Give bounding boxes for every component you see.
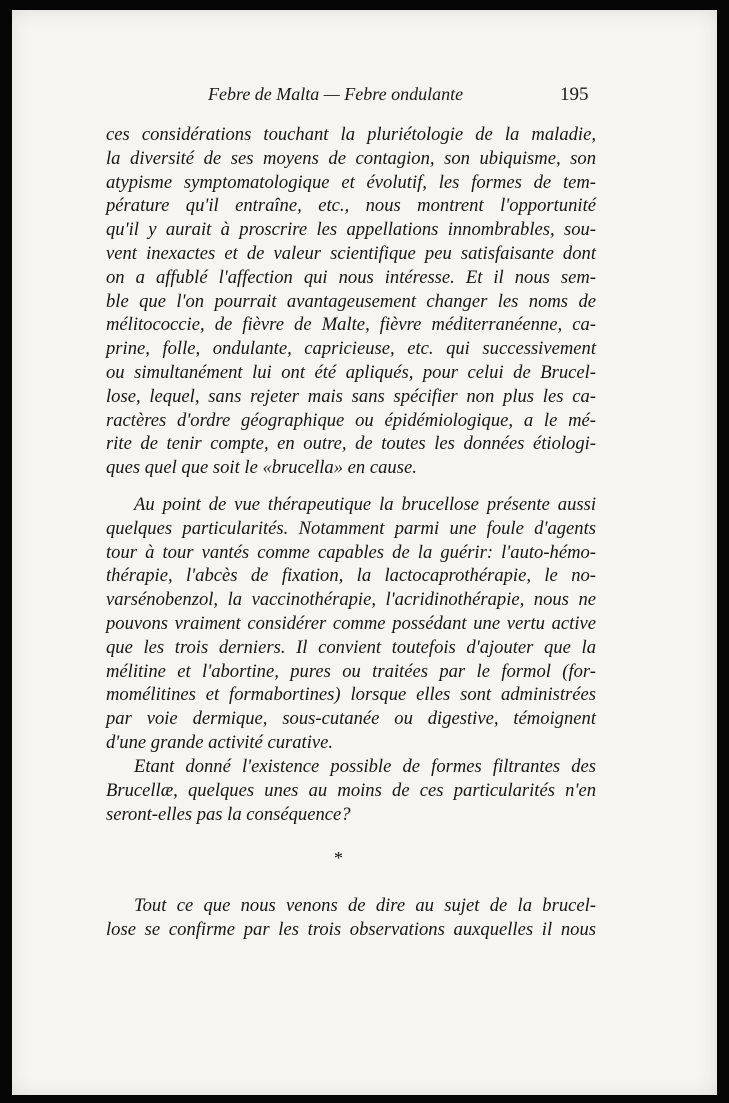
paragraph-1 bbox=[106, 123, 596, 480]
text-line: que les trois derniers. Il convient toutefois d'ajouter que la bbox=[106, 636, 596, 658]
text-line: ces considérations touchant la pluriétologie de la maladie, bbox=[106, 124, 596, 145]
text-line: on a affublé l'affection qui nous intéresse. Et il nous sem- bbox=[106, 266, 596, 288]
section-asterism: * bbox=[334, 848, 343, 868]
text-line: Brucellæ, quelques unes au moins de ces particularités n'en bbox=[106, 779, 596, 801]
running-title: Febre de Malta — Febre ondulante bbox=[208, 84, 464, 104]
paragraph-2 bbox=[106, 493, 596, 755]
text-line: mélitococcie, de fièvre de Malte, fièvre méditerranéenne, ca- bbox=[106, 314, 596, 336]
text-line: varsénobenzol, la vaccinothérapie, l'acridinothérapie, nous ne bbox=[106, 589, 596, 611]
text-line: pérature qu'il entraîne, etc., nous montrent l'opportunité bbox=[106, 195, 596, 217]
text-line: prine, folle, ondulante, capricieuse, etc. qui successivement bbox=[106, 338, 596, 360]
text-line: la diversité de ses moyens de contagion, son ubiquisme, son bbox=[106, 147, 596, 169]
text-line: seront-elles pas la conséquence? bbox=[106, 803, 351, 825]
text-line: rite de tenir compte, en outre, de toutes les données étiologi- bbox=[106, 433, 596, 455]
text-line: lose, lequel, sans rejeter mais sans spécifier non plus les ca- bbox=[106, 385, 596, 407]
text-line: quelques particularités. Notamment parmi une foule d'agents bbox=[106, 517, 596, 539]
text-line: thérapie, l'abcès de fixation, la lactocaprothérapie, le no- bbox=[106, 565, 596, 587]
text-line: ble que l'on pourrait avantageusement changer les noms de bbox=[106, 290, 596, 312]
paragraph-4 bbox=[106, 894, 596, 942]
text-line: Au point de vue thérapeutique la brucellose présente aussi bbox=[134, 494, 596, 515]
text-line: atypisme symptomatologique et évolutif, les formes de tem- bbox=[106, 171, 596, 193]
text-line: momélitines et formabortines) lorsque elles sont administrées bbox=[106, 684, 596, 706]
text-line: d'une grande activité curative. bbox=[106, 731, 334, 753]
text-line: qu'il y aurait à proscrire les appellations innombrables, sou- bbox=[106, 219, 596, 241]
book-page bbox=[12, 10, 717, 1095]
text-line: tour à tour vantés comme capables de la guérir: l'auto-hémo- bbox=[106, 541, 596, 563]
text-line: Tout ce que nous venons de dire au sujet de la brucel- bbox=[134, 895, 596, 916]
text-line: lose se confirme par les trois observations auxquelles il nous bbox=[106, 918, 596, 940]
text-line: Etant donné l'existence possible de formes filtrantes des bbox=[134, 756, 596, 777]
text-line: ques quel que soit le «brucella» en cause. bbox=[106, 457, 417, 479]
paragraph-3 bbox=[106, 755, 596, 826]
text-line: ou simultanément lui ont été apliqués, pour celui de Brucel- bbox=[106, 361, 596, 383]
text-line: par voie dermique, sous-cutanée ou digestive, témoignent bbox=[106, 708, 596, 730]
text-line: vent inexactes et de valeur scientifique peu satisfaisante dont bbox=[106, 242, 596, 264]
text-line: mélitine et l'abortine, pures ou traitées par le formol (for- bbox=[106, 660, 596, 682]
page-number: 195 bbox=[560, 84, 589, 105]
text-line: ractères d'ordre géographique ou épidémiologique, a le mé- bbox=[106, 409, 596, 431]
page-header bbox=[12, 84, 717, 114]
text-line: pouvons vraiment considérer comme possédant une vertu active bbox=[106, 612, 596, 634]
